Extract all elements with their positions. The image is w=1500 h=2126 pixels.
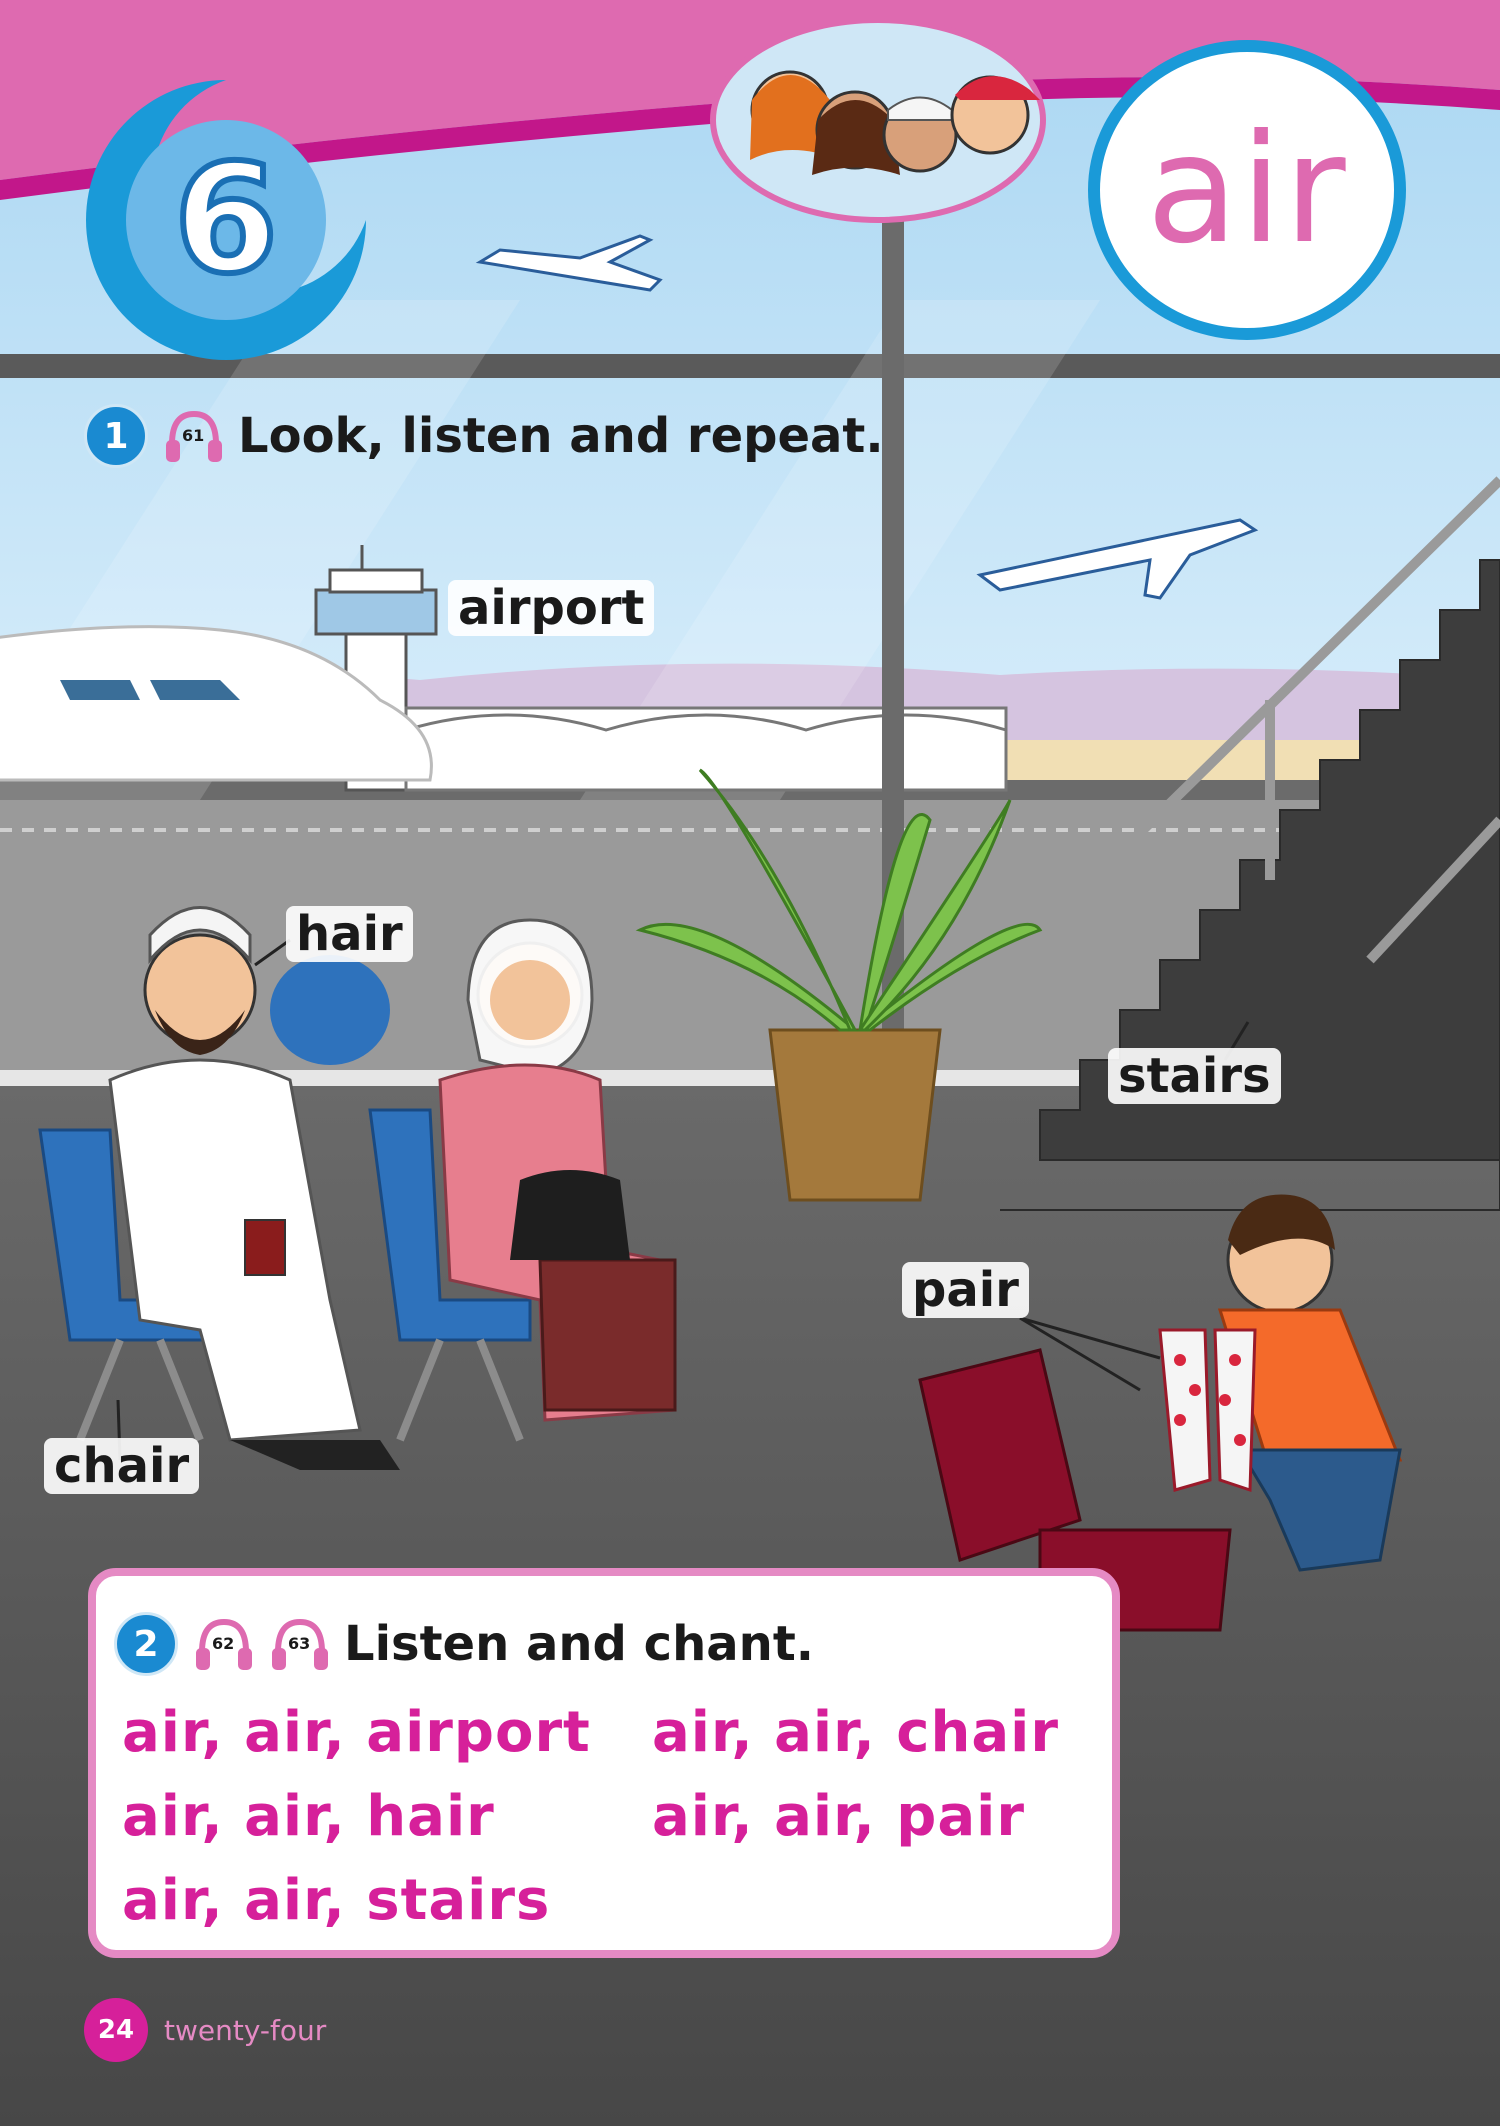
chant-line: air, air, stairs xyxy=(122,1868,551,1933)
label-hair: hair xyxy=(286,906,413,962)
audio-track-62[interactable] xyxy=(192,1612,256,1676)
audio-track-number: 62 xyxy=(212,1634,235,1653)
activity-2-text: Listen and chant. xyxy=(344,1616,814,1672)
activity-1-number: 1 xyxy=(84,404,148,468)
activity-2-number: 2 xyxy=(114,1612,178,1676)
label-chair: chair xyxy=(44,1438,199,1494)
label-pair: pair xyxy=(902,1262,1029,1318)
unit-number-badge xyxy=(86,70,366,370)
activity-1-text: Look, listen and repeat. xyxy=(238,408,884,464)
chant-line: air, air, hair xyxy=(122,1784,495,1849)
label-airport: airport xyxy=(448,580,654,636)
unit-sound-badge: air xyxy=(1088,40,1406,340)
chant-line: air, air, pair xyxy=(652,1784,1025,1849)
label-stairs: stairs xyxy=(1108,1048,1281,1104)
audio-track-63[interactable] xyxy=(268,1612,332,1676)
audio-track-number: 63 xyxy=(288,1634,311,1653)
audio-track-number: 61 xyxy=(182,426,205,445)
chant-line: air, air, airport xyxy=(122,1700,591,1765)
unit-number: 6 xyxy=(126,120,326,320)
chant-line: air, air, chair xyxy=(652,1700,1059,1765)
page-number: 24 xyxy=(84,1998,148,2062)
activity-1-instruction xyxy=(84,404,884,468)
audio-track-61[interactable] xyxy=(162,404,226,468)
activity-2-instruction xyxy=(114,1612,814,1676)
page-number-word: twenty-four xyxy=(164,2014,327,2047)
